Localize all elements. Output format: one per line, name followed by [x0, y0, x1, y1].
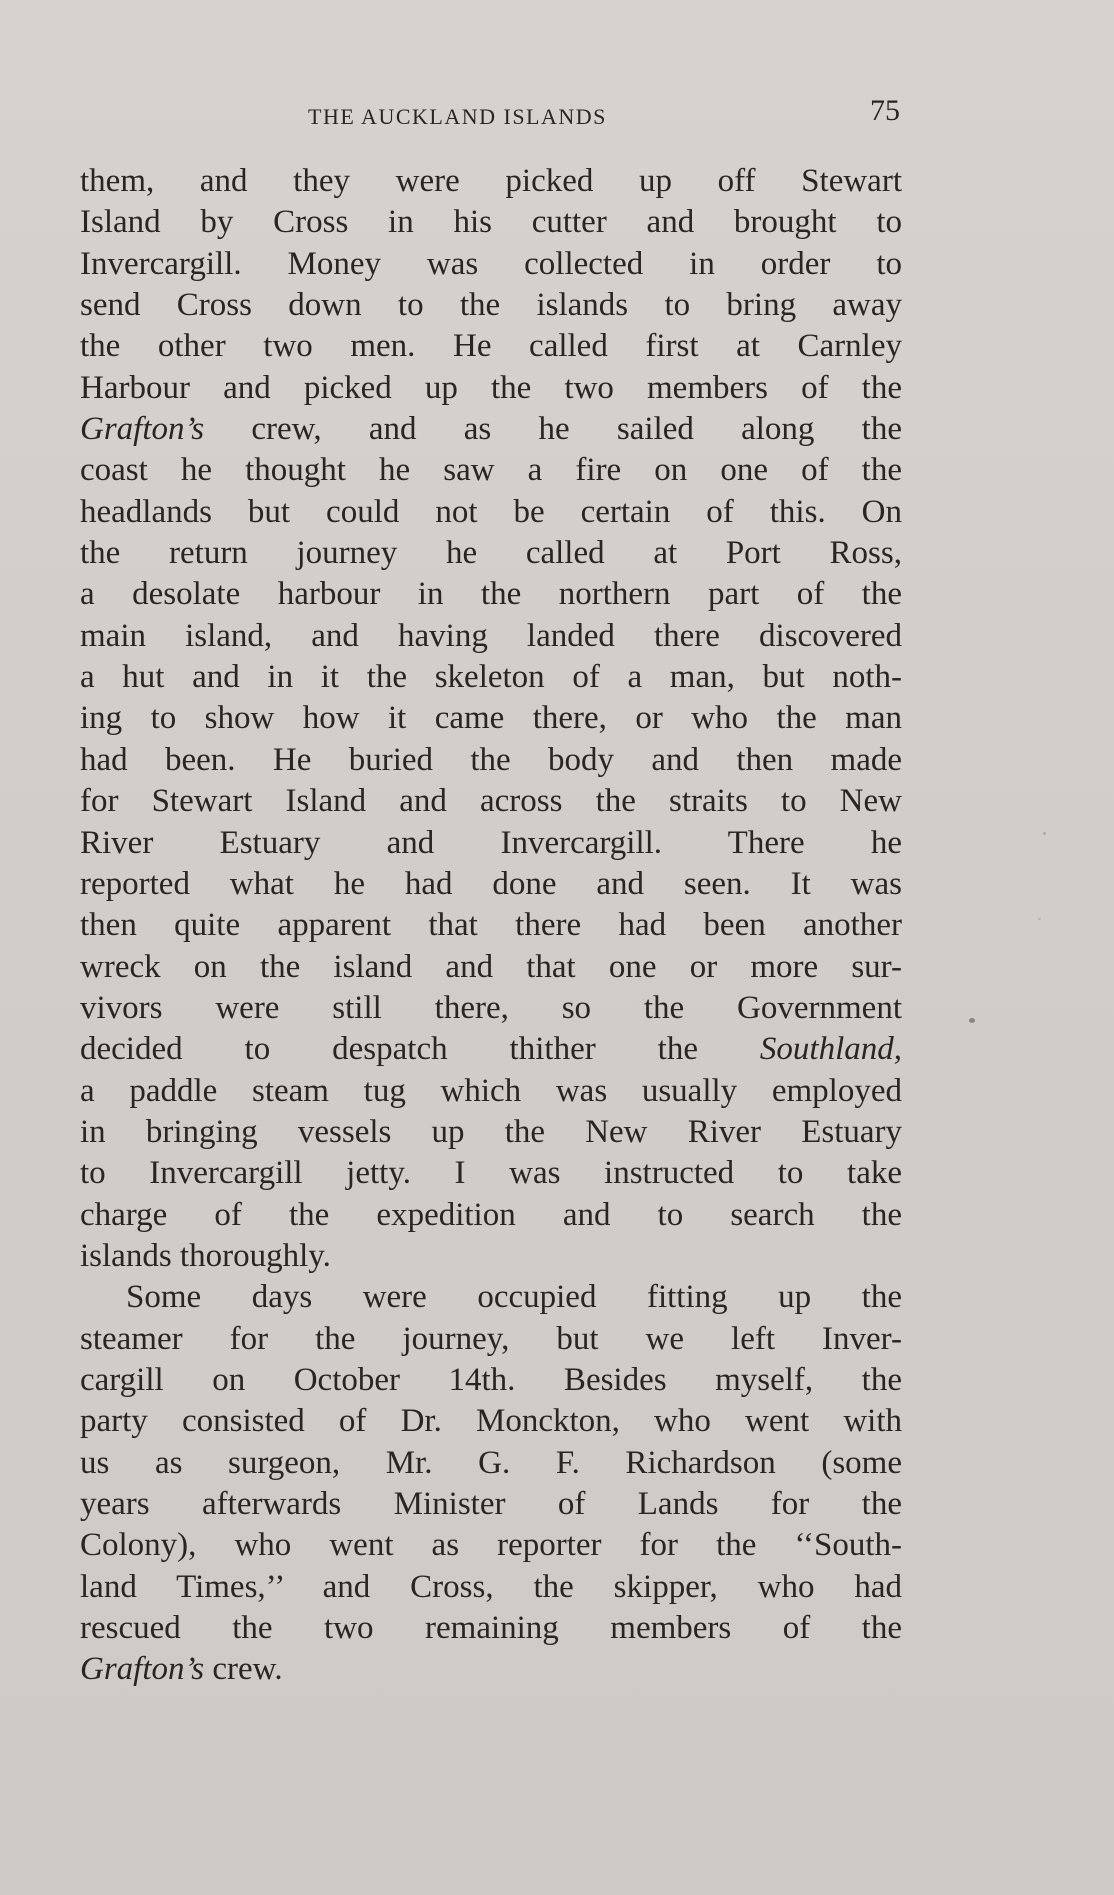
body-text	[80, 161, 902, 1691]
ship-name-italic: Grafton’s	[80, 411, 205, 448]
text-fragment: crew, and as he sailed along the	[204, 411, 902, 448]
text-line: charge of the expedition and to search the	[80, 1196, 902, 1233]
text-line: a paddle steam tug which was usually employed	[80, 1072, 902, 1109]
text-line: Colony), who went as reporter for the ‘‘South-	[80, 1527, 902, 1564]
text-line: wreck on the island and that one or more sur-	[80, 948, 902, 985]
text-fragment: decided to despatch thither the	[80, 1031, 760, 1068]
paper-speck	[969, 1018, 975, 1023]
text-line: us as surgeon, Mr. G. F. Richardson (some	[80, 1444, 902, 1481]
text-line: then quite apparent that there had been another	[80, 907, 902, 944]
text-line: rescued the two remaining members of the	[80, 1610, 902, 1647]
running-head	[80, 94, 900, 134]
text-line: Invercargill. Money was collected in order to	[80, 245, 902, 282]
text-line: vivors were still there, so the Government	[80, 989, 902, 1026]
ship-name-italic: Southland,	[759, 1031, 902, 1068]
text-line: a hut and in it the skeleton of a man, but noth-	[80, 659, 902, 696]
text-line: them, and they were picked up off Stewart	[80, 163, 902, 199]
text-line: party consisted of Dr. Monckton, who went with	[80, 1403, 902, 1440]
text-line: had been. He buried the body and then made	[80, 741, 902, 778]
text-line: coast he thought he saw a fire on one of the	[80, 452, 902, 489]
text-line: ing to show how it came there, or who the man	[80, 700, 902, 737]
text-line: cargill on October 14th. Besides myself, the	[80, 1361, 902, 1398]
ship-name-italic: Grafton’s	[80, 1651, 205, 1688]
paper-speck	[1038, 918, 1041, 920]
text-line: the other two men. He called first at Carnley	[80, 328, 902, 365]
text-line: years afterwards Minister of Lands for the	[80, 1486, 902, 1522]
running-title: THE AUCKLAND ISLANDS	[308, 104, 607, 129]
text-line: Island by Cross in his cutter and brought to	[80, 204, 902, 241]
text-line: a desolate harbour in the northern part of the	[80, 576, 902, 613]
text-line: to Invercargill jetty. I was instructed to take	[80, 1155, 902, 1192]
text-line: in bringing vessels up the New River Estuary	[80, 1113, 902, 1150]
text-line: steamer for the journey, but we left Inver-	[80, 1320, 902, 1357]
text-line: for Stewart Island and across the straits to New	[80, 783, 902, 820]
page-number: 75	[870, 94, 900, 127]
text-line	[80, 409, 902, 450]
paragraph-end-line	[80, 1649, 902, 1690]
text-line: reported what he had done and seen. It was	[80, 865, 902, 902]
text-line: headlands but could not be certain of this. On	[80, 493, 902, 530]
text-fragment: crew.	[204, 1651, 283, 1688]
text-line: River Estuary and Invercargill. There he	[80, 824, 902, 861]
text-line: the return journey he called at Port Ross,	[80, 535, 902, 572]
paragraph-end-line: islands thoroughly.	[80, 1237, 331, 1274]
text-line: Harbour and picked up the two members of the	[80, 369, 902, 406]
text-line	[80, 1029, 902, 1070]
paper-speck	[1043, 832, 1046, 835]
text-line: land Times,’’ and Cross, the skipper, who had	[80, 1568, 902, 1605]
text-line: send Cross down to the islands to bring away	[80, 287, 902, 324]
text-line: main island, and having landed there discovered	[80, 617, 902, 654]
paragraph-start-line: Some days were occupied fitting up the	[126, 1279, 902, 1316]
